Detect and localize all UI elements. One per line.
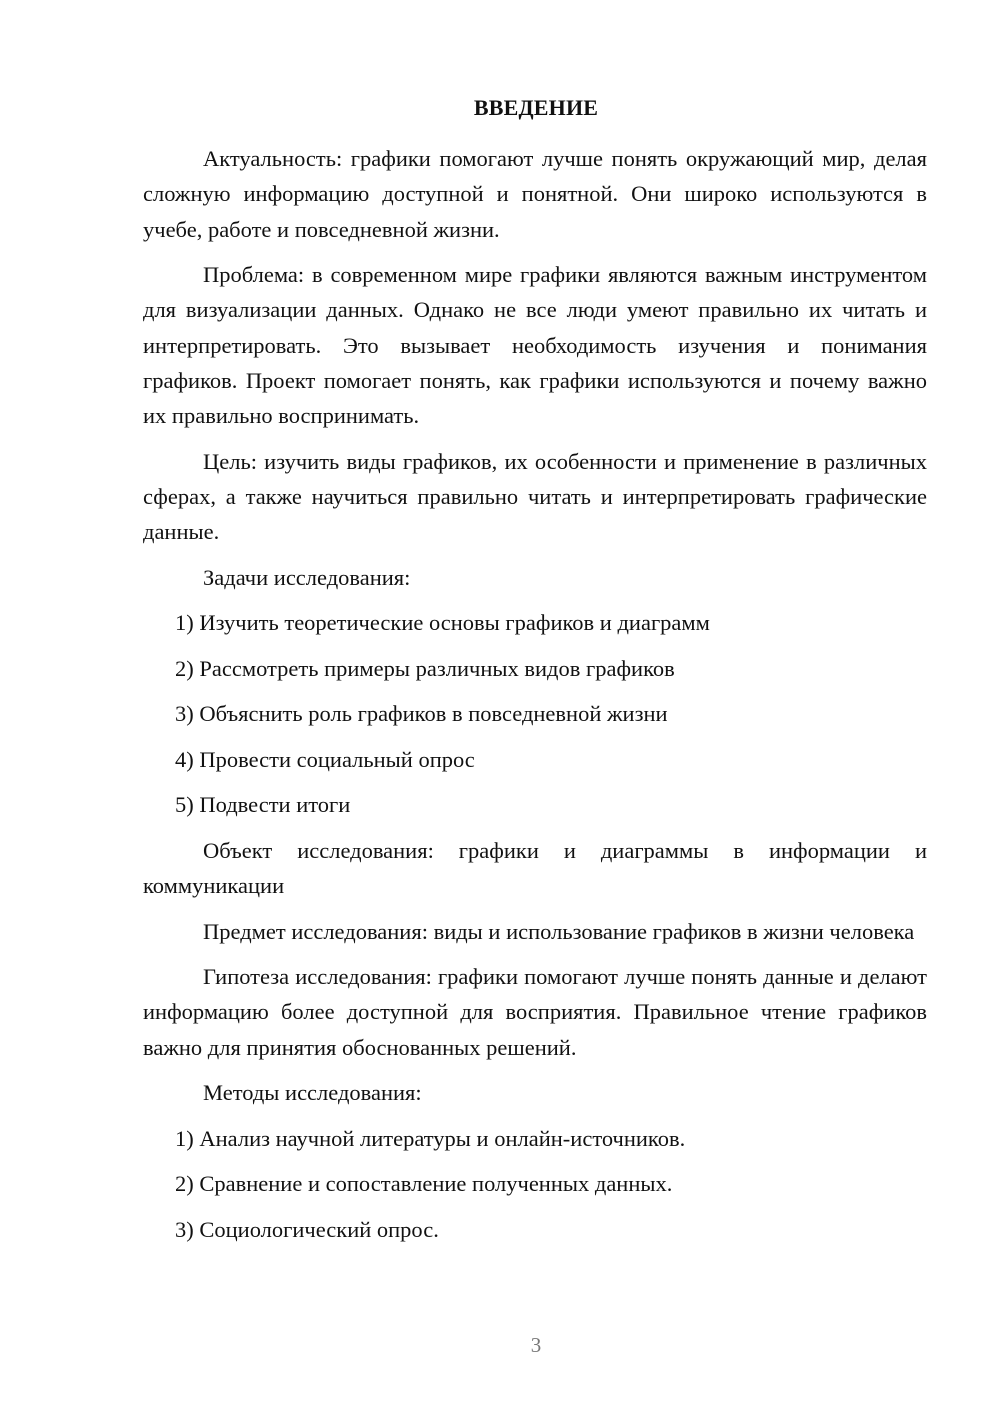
- page-number: 3: [530, 1333, 542, 1357]
- task-item: 2) Рассмотреть примеры различных видов графиков: [175, 655, 675, 681]
- subject-paragraph: Предмет исследования: виды и использование графиков в жизни человека: [203, 918, 915, 944]
- problem-paragraph: Проблема: в современном мире графики являются важным инструментом для визуализации данных. Однако не все люди умеют правильно их читать и интерпретировать. Это вызывает необходимость изучения и понимания графиков. Проект помогает понять, как графики используются и почему важно их правильно воспринимать.: [143, 262, 927, 429]
- method-item: 1) Анализ научной литературы и онлайн-источников.: [175, 1125, 686, 1151]
- object-paragraph: Объект исследования: графики и диаграммы в информации и коммуникации: [143, 837, 927, 899]
- goal-paragraph: Цель: изучить виды графиков, их особенности и применение в различных сферах, а также научиться правильно читать и интерпретировать графические данные.: [143, 448, 927, 545]
- document-body: [143, 141, 927, 1257]
- task-item: 5) Подвести итоги: [175, 792, 351, 818]
- tasks-list: [143, 605, 927, 822]
- hypothesis-paragraph: Гипотеза исследования: графики помогают лучше понять данные и делают информацию более доступной для восприятия. Правильное чтение графиков важно для принятия обоснованных решений.: [143, 964, 927, 1060]
- methods-list: [143, 1121, 927, 1247]
- task-item: 3) Объяснить роль графиков в повседневной жизни: [175, 701, 668, 727]
- method-item: 3) Социологический опрос.: [175, 1216, 439, 1242]
- methods-heading: Методы исследования:: [203, 1080, 422, 1106]
- method-item: 2) Сравнение и сопоставление полученных данных.: [175, 1171, 673, 1197]
- tasks-heading: Задачи исследования:: [203, 564, 411, 590]
- page-title: ВВЕДЕНИЕ: [473, 95, 599, 120]
- task-item: 1) Изучить теоретические основы графиков и диаграмм: [175, 610, 710, 636]
- relevance-paragraph: Актуальность: графики помогают лучше понять окружающий мир, делая сложную информацию доступной и понятной. Они широко используются в учебе, работе и повседневной жизни.: [143, 146, 927, 242]
- task-item: 4) Провести социальный опрос: [175, 746, 475, 772]
